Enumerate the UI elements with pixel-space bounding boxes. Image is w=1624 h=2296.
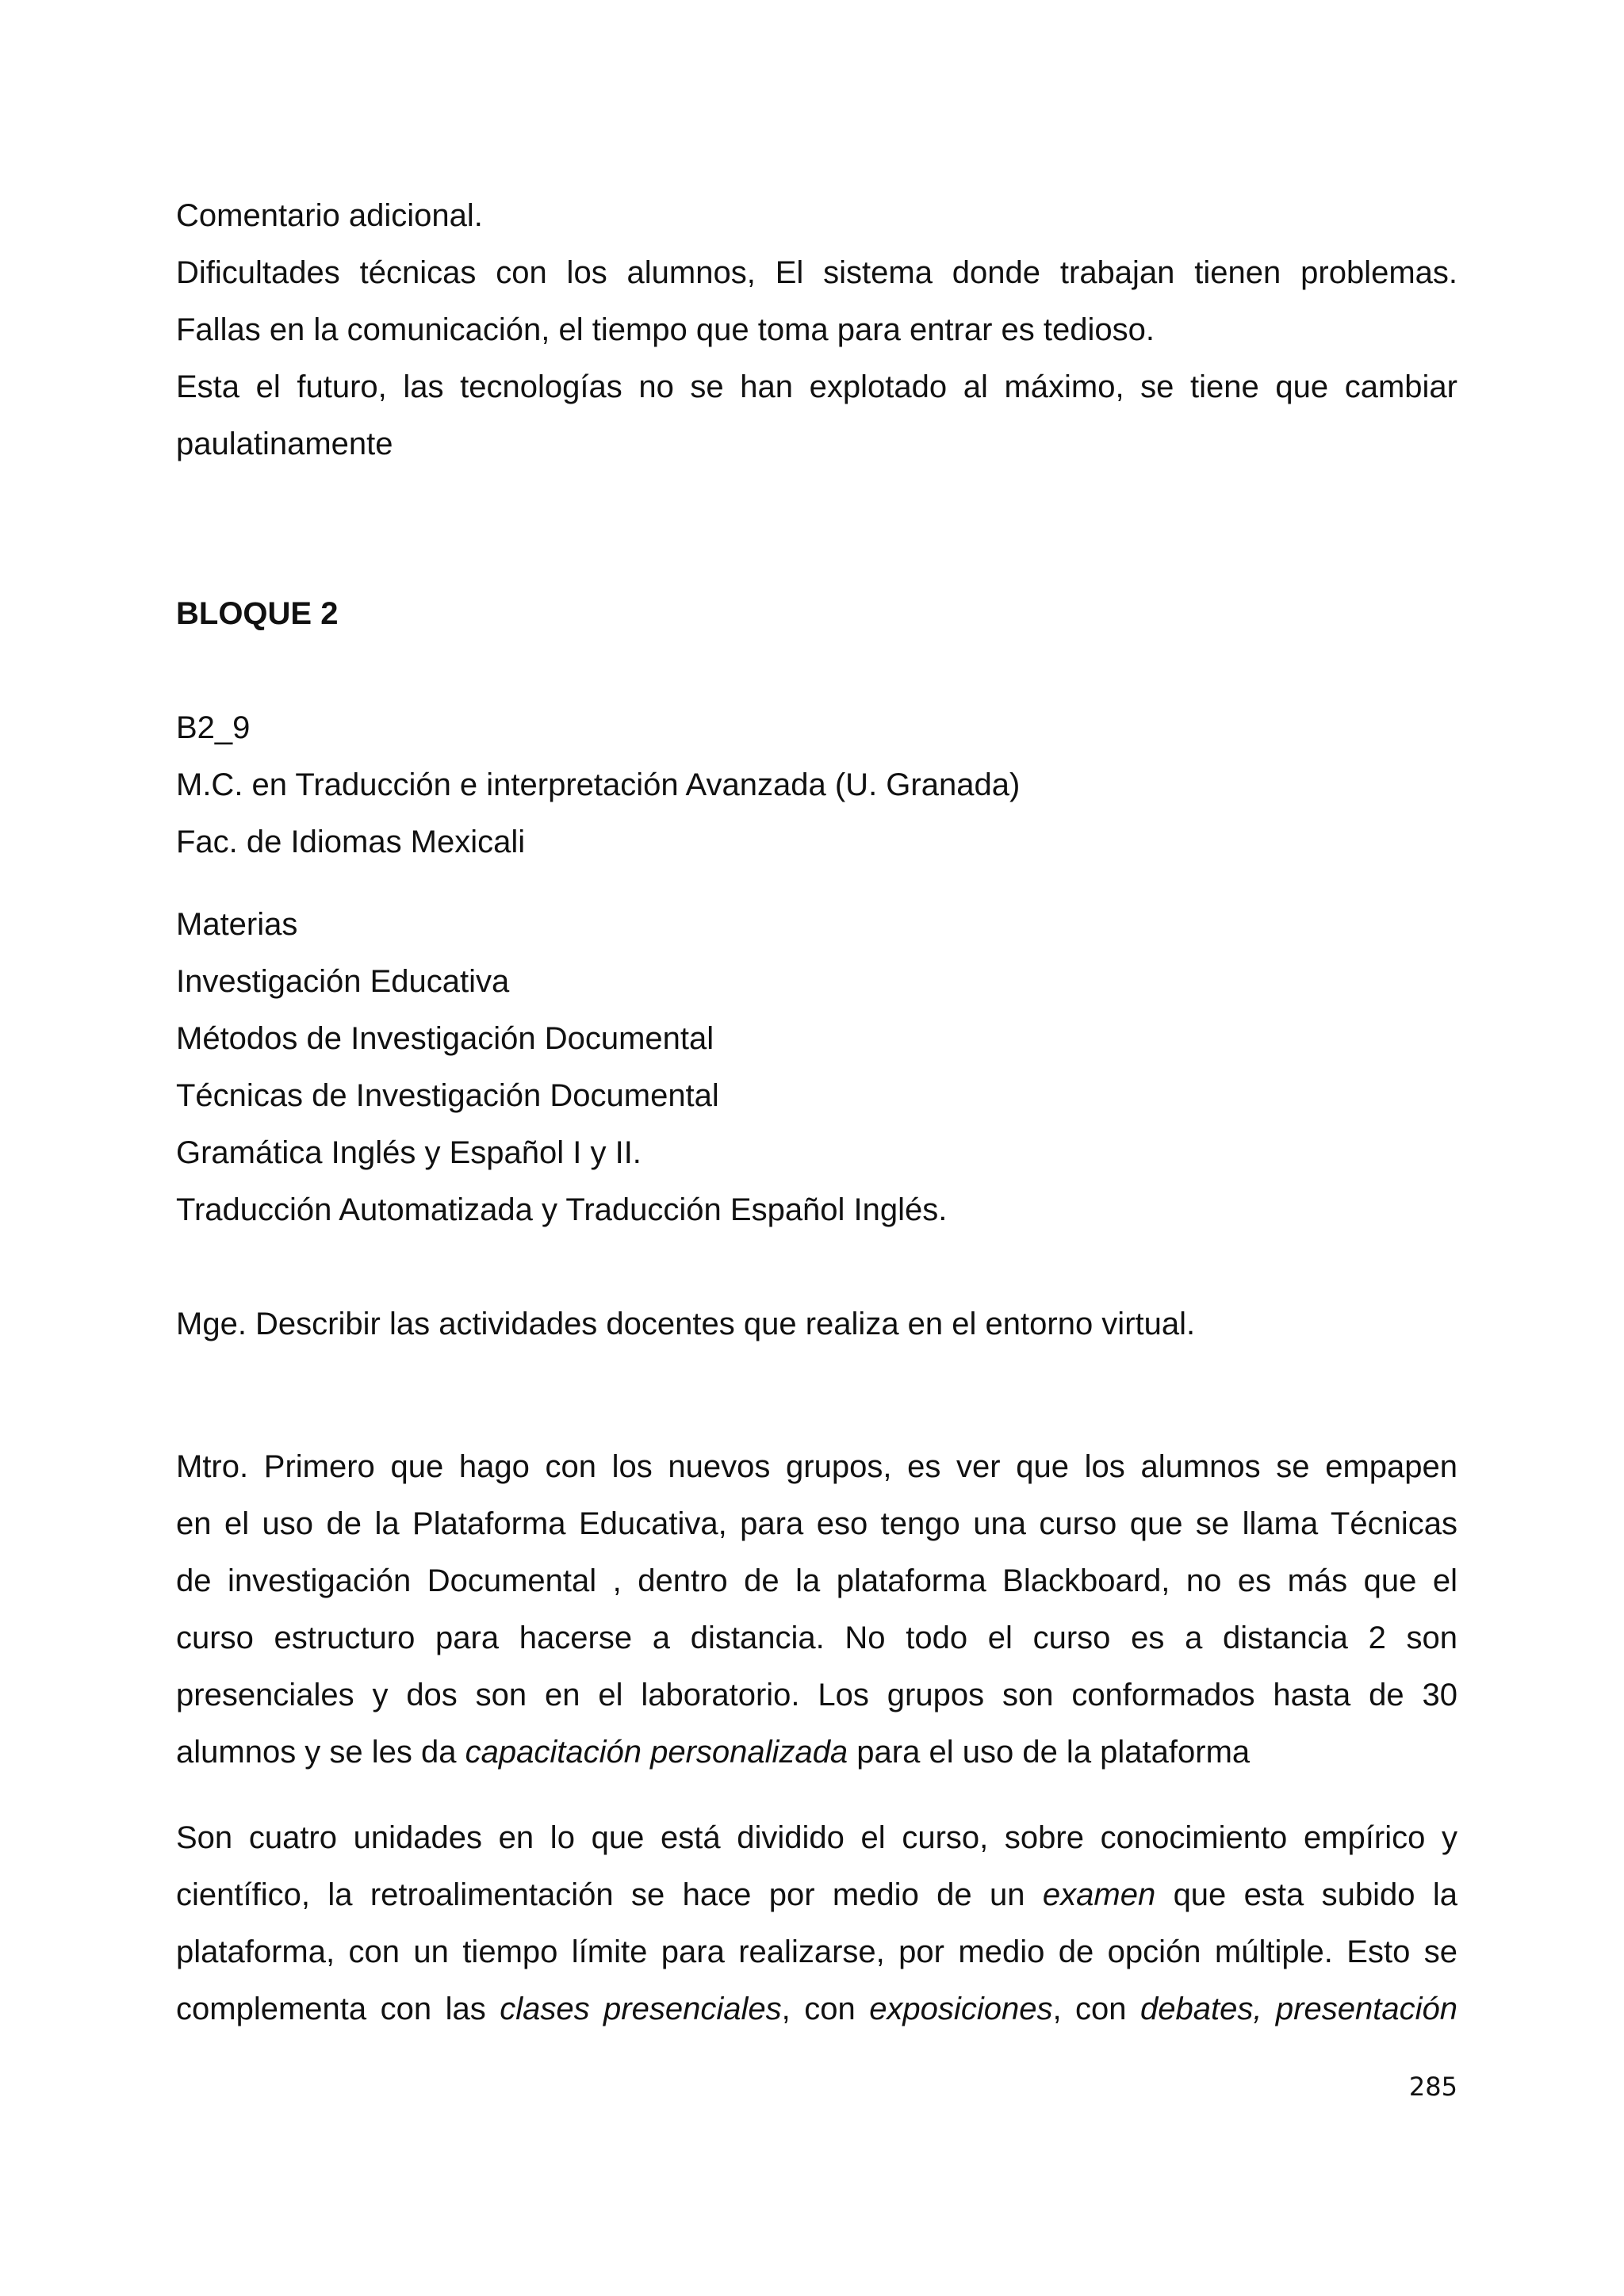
subject-item: Traducción Automatizada y Traducción Español Inglés. [176,1192,948,1227]
additional-comment-section [176,187,1457,473]
italic-text-run: clases presenciales [500,1992,782,2026]
paragraph-line: presenciales y dos son en el laboratorio. Los grupos son conformados hasta de 30 [176,1678,1457,1712]
italic-text-run: debates, presentación [1140,1992,1457,2026]
subject-item: Investigación Educativa [176,964,510,999]
subject-item: Gramática Inglés y Español I y II. [176,1135,642,1170]
interview-question: Mge. Describir las actividades docentes que realiza en el entorno virtual. [176,1307,1196,1341]
italic-text-run: capacitación personalizada [465,1735,848,1770]
block-title: BLOQUE 2 [176,596,339,631]
italic-text-run: examen [1042,1877,1156,1912]
page-number: 285 [1408,2072,1457,2102]
subjects-heading: Materias [176,907,298,942]
subject-item: Técnicas de Investigación Documental [176,1078,719,1113]
subjects-section [176,896,1457,1238]
text-run: alumnos y se les da [176,1735,465,1770]
profile-code: B2_9 [176,710,251,745]
profile-faculty: Fac. de Idiomas Mexicali [176,825,526,859]
text-run: para el uso de la plataforma [848,1735,1251,1770]
answer-paragraph-1 [176,1438,1457,1781]
paragraph-line: paulatinamente [176,427,393,461]
text-run: científico, la retroalimentación se hace por medio de un [176,1877,1043,1912]
text-run: que esta subido la [1155,1877,1457,1912]
text-run: , con [1052,1992,1140,2026]
paragraph-line: plataforma, con un tiempo límite para realizarse, por medio de opción múltiple. Esto se [176,1934,1457,1969]
paragraph-line: en el uso de la Plataforma Educativa, para eso tengo una curso que se llama Técnicas [176,1506,1457,1541]
paragraph-line [176,1866,1457,1923]
paragraph-line: curso estructuro para hacerse a distancia. No todo el curso es a distancia 2 son [176,1621,1457,1655]
profile-section [176,699,1457,871]
paragraph-line: Esta el futuro, las tecnologías no se han explotado al máximo, se tiene que cambiar [176,369,1457,404]
paragraph-line: Dificultades técnicas con los alumnos, El sistema donde trabajan tienen problemas. [176,255,1457,290]
italic-text-run: exposiciones [869,1992,1053,2026]
paragraph-line [176,1980,1457,2038]
paragraph-line: Son cuatro unidades en lo que está dividido el curso, sobre conocimiento empírico y [176,1820,1457,1855]
paragraph-line: Fallas en la comunicación, el tiempo que toma para entrar es tedioso. [176,312,1155,347]
additional-comment-heading: Comentario adicional. [176,198,483,233]
profile-degree: M.C. en Traducción e interpretación Avanzada (U. Granada) [176,767,1021,802]
paragraph-line [176,1724,1457,1781]
subject-item: Métodos de Investigación Documental [176,1021,714,1056]
paragraph-line: Mtro. Primero que hago con los nuevos grupos, es ver que los alumnos se empapen [176,1449,1457,1484]
text-run: complementa con las [176,1992,500,2026]
answer-paragraph-2 [176,1809,1457,2038]
text-run: , con [781,1992,870,2026]
paragraph-line: de investigación Documental , dentro de la plataforma Blackboard, no es más que el [176,1563,1457,1598]
